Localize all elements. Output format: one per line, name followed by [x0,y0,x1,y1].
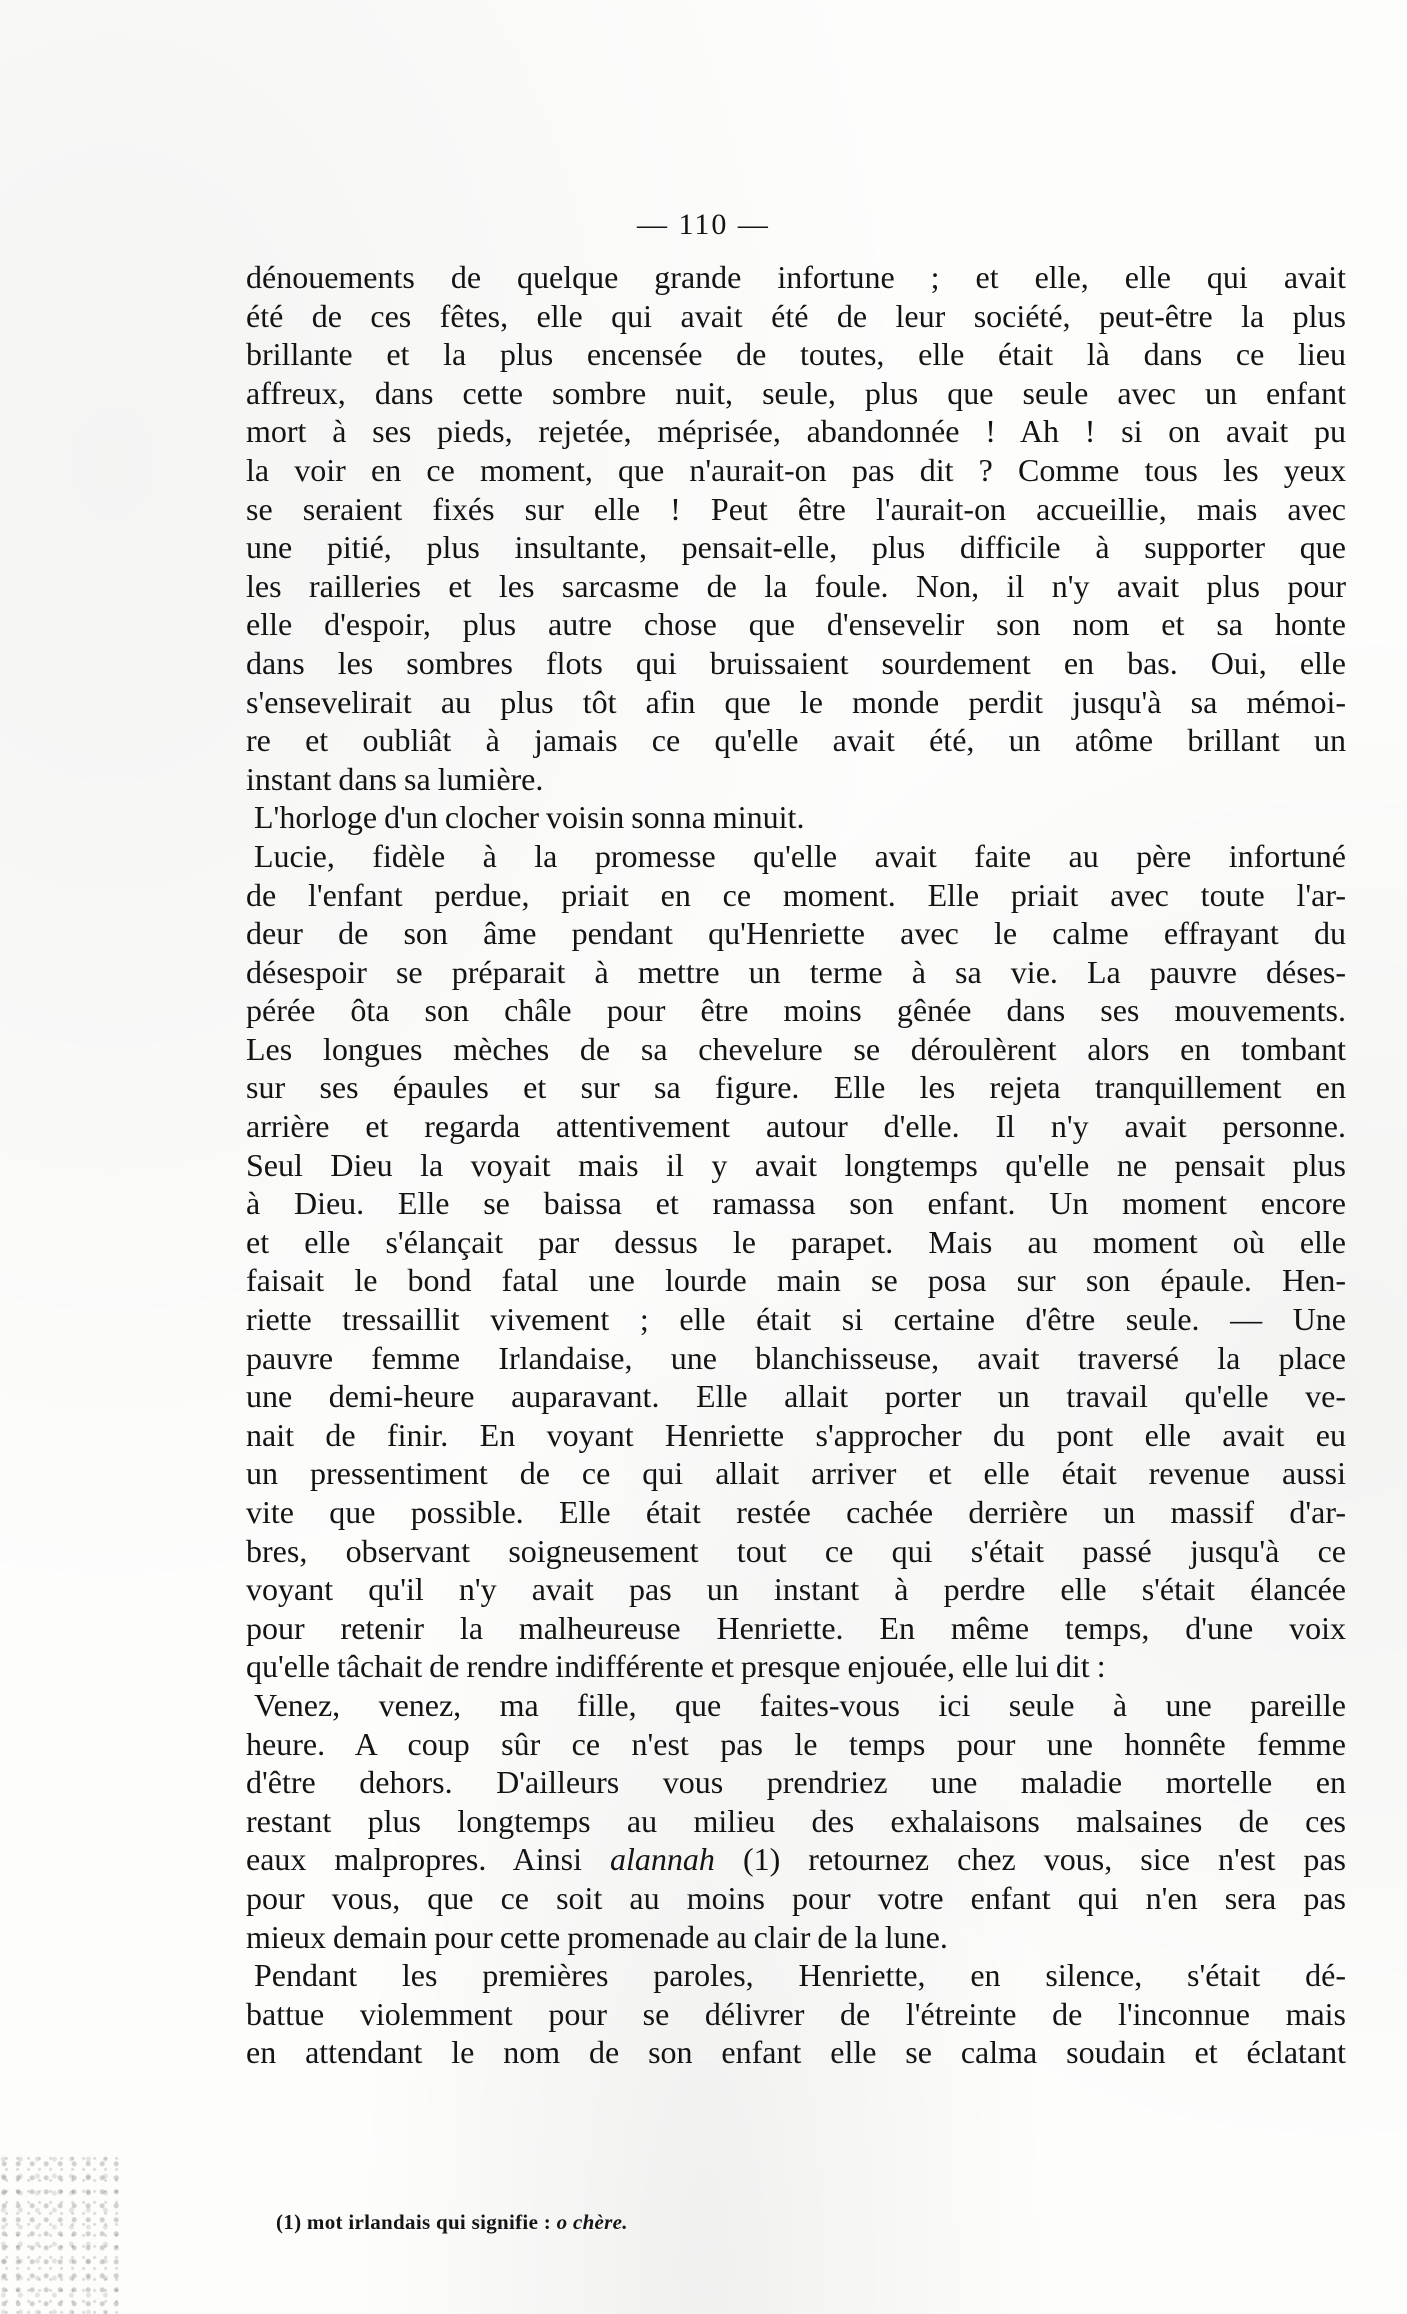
text-line: L'horloge d'un clocher voisin sonna minuit. [254,799,805,836]
italic-word: alannah [610,1841,715,1878]
text-line: s'ensevelirait au plus tôt afin que le monde perdit jusqu'à sa mémoi- [246,683,1346,720]
text-line: en attendant le nom de son enfant elle se calma soudain et éclatant [246,2034,1346,2071]
text-line: arrière et regarda attentivement autour d'elle. Il n'y avait personne. [246,1108,1346,1145]
text-line: vite que possible. Elle était restée cachée derrière un massif d'ar- [246,1494,1346,1530]
text-line: faisait le bond fatal une lourde main se posa sur son épaule. Hen- [246,1262,1346,1299]
text-line: Pendant les premières paroles, Henriette, en silence, s'était dé- [254,1957,1346,1994]
text-line: restant plus longtemps au milieu des exhalaisons malsaines de ces [246,1802,1346,1839]
text-line: une demi-heure auparavant. Elle allait porter un travail qu'elle ve- [246,1378,1346,1415]
text-line: désespoir se préparait à mettre un terme à sa vie. La pauvre déses- [246,953,1346,990]
text-line: pauvre femme Irlandaise, une blanchisseuse, avait traversé la place [246,1339,1346,1376]
text-line: d'être dehors. D'ailleurs vous prendriez une maladie mortelle en [246,1764,1346,1801]
text-line: elle d'espoir, plus autre chose que d'ensevelir son nom et sa honte [246,606,1346,643]
text-line: mieux demain pour cette promenade au clair de la lune. [246,1918,948,1955]
text-line: riette tressaillit vivement ; elle était si certaine d'être seule. — Une [246,1301,1346,1338]
text-line: de l'enfant perdue, priait en ce moment. Elle priait avec toute l'ar- [246,876,1346,913]
text-line: se seraient fixés sur elle ! Peut être l'aurait-on accueillie, mais avec [246,490,1346,527]
footnote-text: (1) mot irlandais qui signifie : [276,2210,552,2234]
text-line: pour retenir la malheureuse Henriette. En même temps, d'une voix [246,1609,1346,1646]
body-text [246,258,1346,2072]
text-line: pérée ôta son châle pour être moins gênée dans ses mouvements. [246,992,1346,1029]
text-line: été de ces fêtes, elle qui avait été de leur société, peut-être la plus [246,297,1346,334]
text-line: la voir en ce moment, que n'aurait-on pas dit ? Comme tous les yeux [246,451,1346,488]
text-line: brillante et la plus encensée de toutes, elle était là dans ce lieu [246,336,1346,373]
text-line: voyant qu'il n'y avait pas un instant à perdre elle s'était élancée [246,1571,1346,1608]
text-line: Seul Dieu la voyait mais il y avait longtemps qu'elle ne pensait plus [246,1146,1346,1183]
text-line: dénouements de quelque grande infortune ; et elle, elle qui avait [246,259,1346,295]
text-line: Les longues mèches de sa chevelure se déroulèrent alors en tombant [246,1030,1346,1067]
text-line: bres, observant soigneusement tout ce qui s'était passé jusqu'à ce [246,1532,1346,1569]
text-line: et elle s'élançait par dessus le parapet. Mais au moment où elle [246,1223,1346,1260]
text-line: eaux malpropres. Ainsi alannah (1) retournez chez vous, sice n'est pas [246,1841,1347,1878]
text-line: dans les sombres flots qui bruissaient sourdement en bas. Oui, elle [246,644,1346,681]
text-line: heure. A coup sûr ce n'est pas le temps pour une honnête femme [246,1725,1346,1762]
text-line: instant dans sa lumière. [246,760,544,797]
page-number: — 110 — [637,208,770,241]
text-line: un pressentiment de ce qui allait arriver et elle était revenue aussi [246,1455,1346,1492]
text-line: sur ses épaules et sur sa figure. Elle les rejeta tranquillement en [246,1069,1346,1106]
text-line: Venez, venez, ma fille, que faites-vous ici seule à une pareille [254,1686,1346,1723]
text-line: mort à ses pieds, rejetée, méprisée, abandonnée ! Ah ! si on avait pu [246,413,1346,450]
scan-speckle [0,2154,120,2314]
text-line: nait de finir. En voyant Henriette s'approcher du pont elle avait eu [246,1416,1346,1453]
text-line: à Dieu. Elle se baissa et ramassa son enfant. Un moment encore [246,1185,1346,1222]
text-line: les railleries et les sarcasme de la foule. Non, il n'y avait plus pour [246,567,1346,604]
footnote [276,2210,628,2235]
text-line: battue violemment pour se délivrer de l'étreinte de l'inconnue mais [246,1995,1346,2032]
text-line: pour vous, que ce soit au moins pour votre enfant qui n'en sera pas [246,1879,1346,1916]
text-line: deur de son âme pendant qu'Henriette avec le calme effrayant du [246,915,1346,952]
text-line: qu'elle tâchait de rendre indifférente et presque enjouée, elle lui dit : [246,1648,1106,1685]
footnote-italic-text: o chère. [556,2210,628,2234]
text-line: une pitié, plus insultante, pensait-elle, plus difficile à supporter que [246,529,1346,566]
text-line: Lucie, fidèle à la promesse qu'elle avait faite au père infortuné [254,837,1346,874]
text-line: re et oubliât à jamais ce qu'elle avait été, un atôme brillant un [246,722,1346,759]
text-line: affreux, dans cette sombre nuit, seule, plus que seule avec un enfant [246,374,1346,411]
